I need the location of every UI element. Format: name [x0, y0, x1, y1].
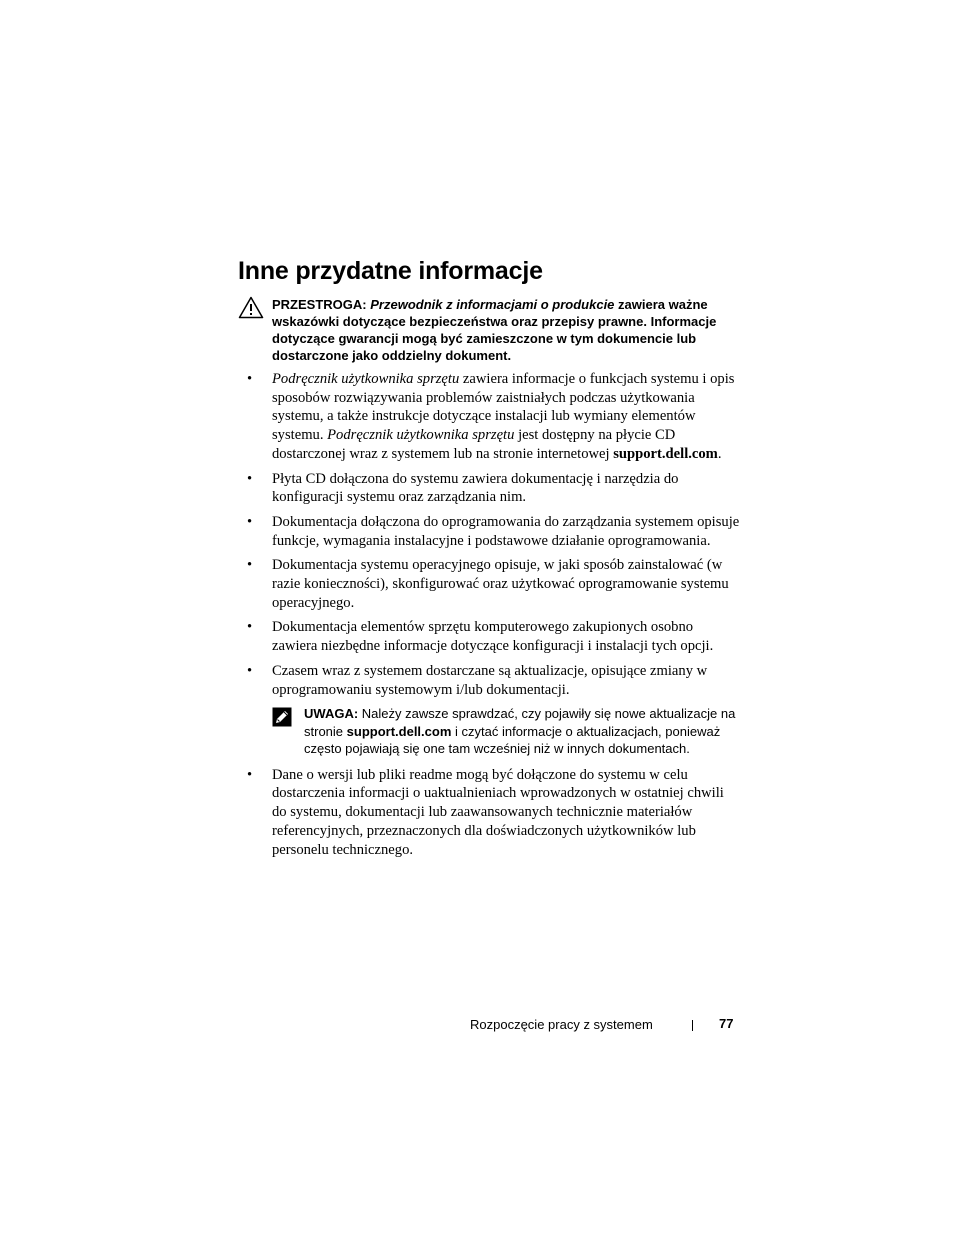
list-item [247, 662, 742, 758]
bullet-dot: • [247, 470, 253, 487]
pencil-note-icon [272, 707, 292, 727]
footer-section-title: Rozpoczęcie pracy z systemem [470, 1017, 653, 1032]
bullet-dot: • [247, 557, 253, 574]
list-item-text: Dokumentacja systemu operacyjnego opisuje, w jaki sposób zainstalować (w razie konieczności), skonfigurować oraz użytkować oprogramowanie systemu operacyjnego. [272, 557, 729, 611]
note-label: UWAGA: [304, 706, 359, 722]
support-link[interactable]: support.dell.com [613, 445, 718, 462]
list-item-text: Płyta CD dołączona do systemu zawiera dokumentację i narzędzia do konfiguracji systemu oraz zarządzania nim. [272, 470, 679, 506]
bullet-dot: • [247, 513, 253, 530]
page-title: Inne przydatne informacje [238, 257, 543, 285]
note-text-a: Należy zawsze sprawdzać, czy pojawiły się nowe aktualizacje na stronie [304, 706, 736, 739]
note-text-b: i czytać informacje o aktualizacjach, ponieważ często pojawiają się one tam wcześniej niż w innych dokumentach. [304, 723, 721, 757]
list-item [247, 618, 742, 655]
page-number: 77 [719, 1016, 734, 1031]
list-item-text: jest dostępny na płycie CD dostarczonej wraz z systemem lub na stronie internetowej [272, 427, 676, 462]
warning-triangle-icon [238, 296, 264, 319]
list-item [247, 556, 742, 612]
list-item-text: Czasem wraz z systemem dostarczane są aktualizacje, opisujące zmiany w oprogramowaniu systemowym i/lub dokumentacji. [272, 662, 708, 698]
list-item [247, 370, 742, 464]
list-item-text: Dokumentacja dołączona do oprogramowania do zarządzania systemem opisuje funkcje, wymagania instalacyjne i podstawowe działanie oprogramowania. [272, 513, 740, 549]
bullet-dot: • [247, 766, 253, 783]
caution-doc-name: Przewodnik z informacjami o produkcie [370, 297, 615, 312]
list-item-end: . [717, 445, 722, 462]
bullet-dot: • [247, 371, 253, 387]
list-item-text: Dane o wersji lub pliki readme mogą być dołączone do systemu w celu dostarczenia informacji o uaktualnieniach wprowadzonych w ostatniej chwili do systemu, dokumentacji lub zaawansowanych technicznie materiałów referencyjnych, przeznaczonych dla doświadczonych użytkowników lub personelu technicznego. [272, 766, 724, 858]
note-text [304, 705, 742, 758]
list-item-text: Dokumentacja elementów sprzętu komputerowego zakupionych osobno zawiera niezbędne informacje dotyczące konfiguracji i instalacji tych opcji. [272, 619, 714, 655]
bullet-list [247, 370, 742, 865]
list-item [247, 470, 742, 507]
caution-label: PRZESTROGA: [272, 297, 367, 312]
bullet-dot: • [247, 662, 253, 679]
caution-message [272, 296, 742, 364]
list-item-text: zawiera informacje o funkcjach systemu i opis sposobów rozwiązywania problemów zaistniałych podczas użytkowania systemu, a także instrukcje dotyczące instalacji lub wymiany elementów systemu. [272, 371, 735, 444]
caution-text: zawiera ważne wskazówki dotyczące bezpieczeństwa oraz przepisy prawne. Informacje dotyczące gwarancji mogą być zamieszczone w tym dokumencie lub dostarczone jako oddzielny dokument. [272, 297, 717, 363]
doc-name: Podręcznik użytkownika sprzętu [327, 427, 515, 444]
list-item [247, 513, 742, 550]
list-item [247, 766, 742, 860]
footer-separator [692, 1020, 693, 1031]
bullet-dot: • [247, 619, 253, 636]
doc-name: Podręcznik użytkownika sprzętu [272, 371, 460, 387]
note-block [272, 705, 742, 758]
support-link[interactable]: support.dell.com [346, 723, 452, 739]
